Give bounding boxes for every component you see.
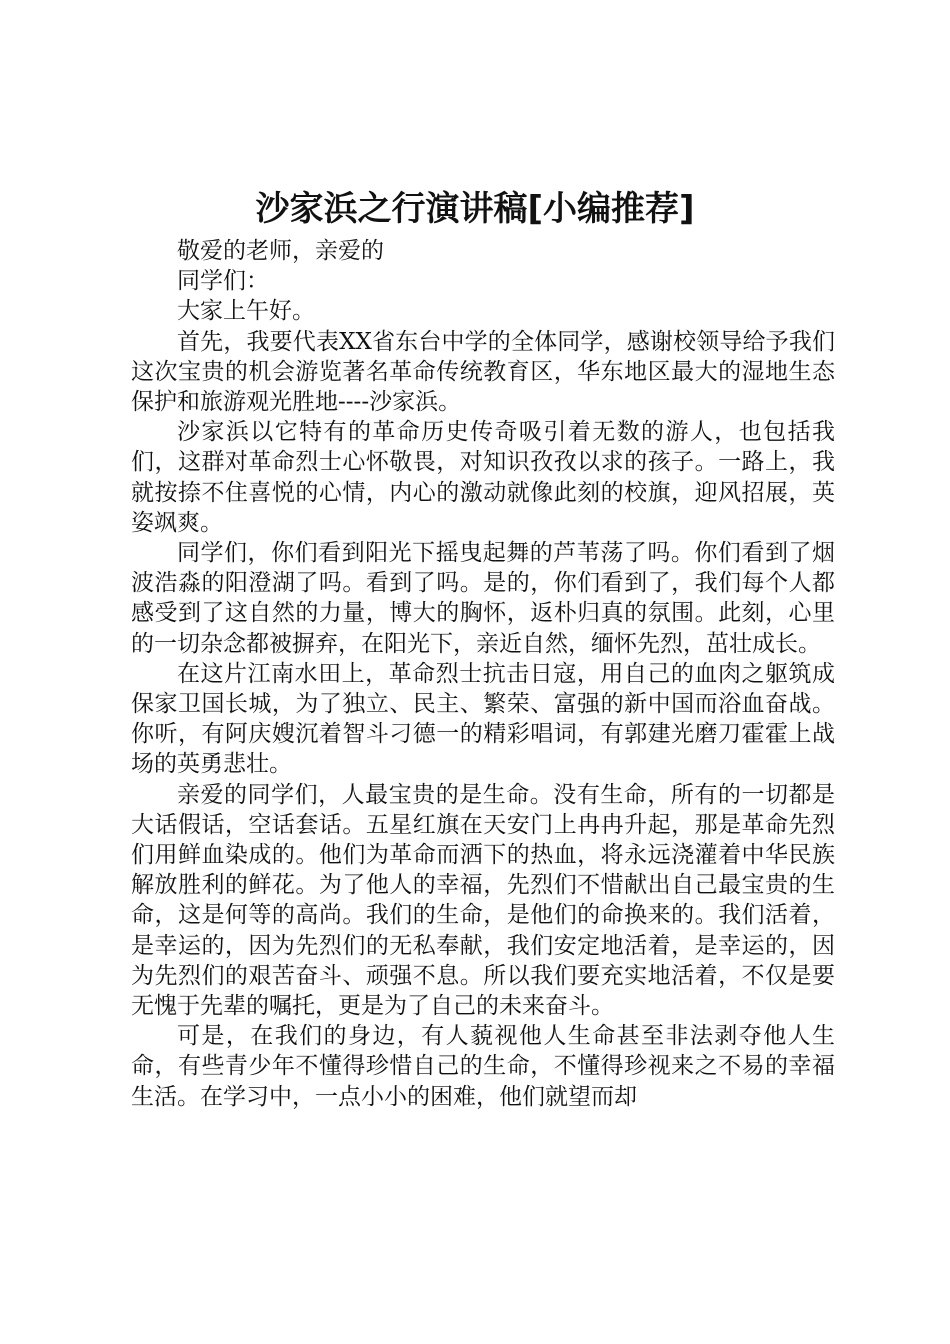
greeting-line: 同学们： — [177, 268, 269, 295]
body-paragraph: 同学们，你们看到阳光下摇曳起舞的芦苇荡了吗。你们看到了烟波浩淼的阳澄湖了吗。看到了吗。是的，你们看到了，我们每个人都感受到了这自然的力量，博大的胸怀，返朴归真的氛围。此刻，心里的一切杂念都被摒弃，在阳光下，亲近自然，缅怀先烈，茁壮成长。 — [131, 540, 835, 657]
document-body — [131, 236, 835, 1112]
document-title: 沙家浜之行演讲稿[小编推荐] — [255, 189, 695, 229]
body-paragraph: 在这片江南水田上，革命烈士抗击日寇，用自己的血肉之躯筑成保家卫国长城，为了独立、民主、繁荣、富强的新中国而浴血奋战。你听，有阿庆嫂沉着智斗刁德一的精彩唱词，有郭建光磨刀霍霍上战场的英勇悲壮。 — [131, 660, 835, 778]
body-paragraph: 可是，在我们的身边，有人藐视他人生命甚至非法剥夺他人生命，有些青少年不懂得珍惜自己的生命，不懂得珍视来之不易的幸福生活。在学习中，一点小小的困难，他们就望而却 — [131, 1023, 835, 1110]
body-paragraph: 首先，我要代表XX省东台中学的全体同学，感谢校领导给予我们这次宝贵的机会游览著名革命传统教育区，华东地区最大的湿地生态保护和旅游观光胜地----沙家浜。 — [131, 328, 835, 416]
greeting-line: 敬爱的老师，亲爱的 — [177, 238, 384, 264]
body-paragraph: 沙家浜以它特有的革命历史传奇吸引着无数的游人，也包括我们，这群对革命烈士心怀敬畏，对知识孜孜以求的孩子。一路上，我就按捺不住喜悦的心情，内心的激动就像此刻的校旗，迎风招展，英姿飒爽。 — [131, 419, 835, 536]
greeting-line: 大家上午好。 — [177, 298, 315, 325]
body-paragraph: 亲爱的同学们，人最宝贵的是生命。没有生命，所有的一切都是大话假话，空话套话。五星红旗在天安门上冉冉升起，那是革命先烈们用鲜血染成的。他们为革命而洒下的热血，将永远浇灌着中华民族解放胜利的鲜花。为了他人的幸福，先烈们不惜献出自己最宝贵的生命，这是何等的高尚。我们的生命，是他们的命换来的。我们活着，是幸运的，因为先烈们的无私奉献，我们安定地活着，是幸运的，因为先烈们的艰苦奋斗、顽强不息。所以我们要充实地活着，不仅是要无愧于先辈的嘱托，更是为了自己的未来奋斗。 — [131, 781, 835, 1020]
